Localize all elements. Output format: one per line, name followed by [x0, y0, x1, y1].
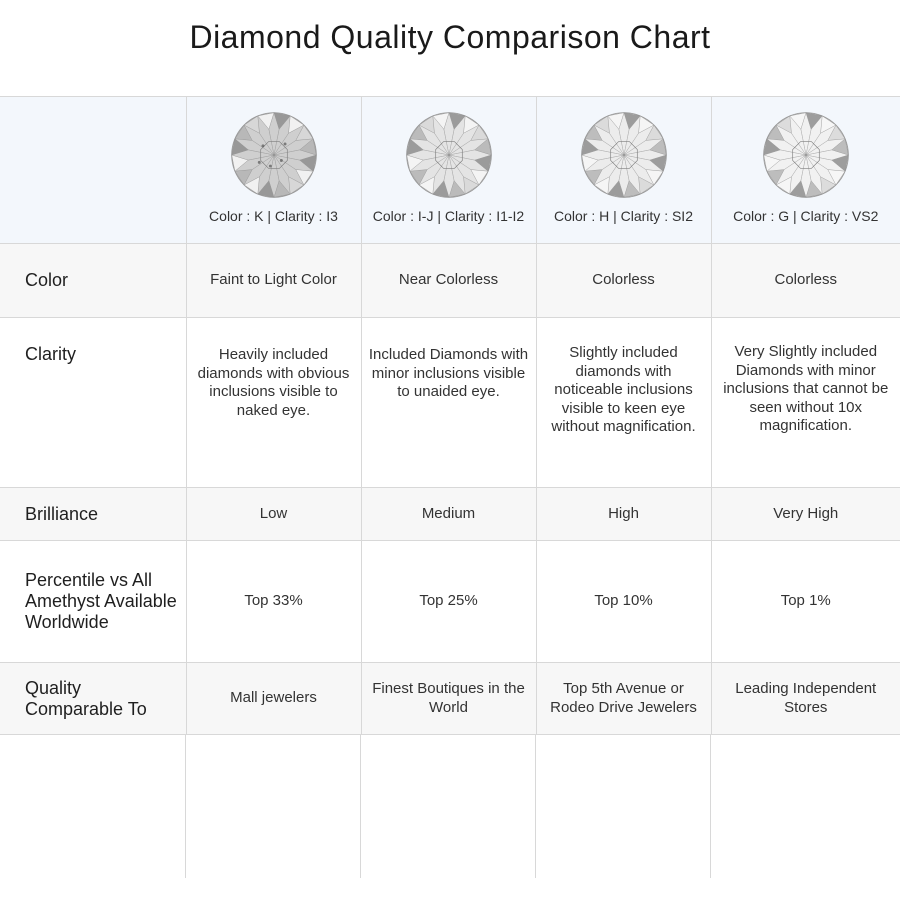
cell-brilliance-2: Medium — [361, 488, 536, 541]
cell-percentile-1: Top 33% — [186, 541, 361, 663]
cell-clarity-4: Very Slightly included Diamonds with minor inclusions that cannot be seen without 10x magnification. — [711, 318, 900, 488]
round-diamond-icon — [760, 109, 852, 201]
cell-brilliance-4: Very High — [711, 488, 900, 541]
row-label-brilliance: Brilliance — [0, 488, 186, 541]
corner-cell — [0, 97, 186, 244]
cell-quality-2: Finest Boutiques in the World — [361, 663, 536, 735]
cell-color-2: Near Colorless — [361, 244, 536, 318]
row-label-color: Color — [0, 244, 186, 318]
row-percentile — [0, 541, 900, 663]
column-caption: Color : G | Clarity : VS2 — [733, 208, 879, 224]
cell-percentile-3: Top 10% — [536, 541, 711, 663]
page-title: Diamond Quality Comparison Chart — [189, 19, 711, 55]
column-divider — [360, 734, 361, 878]
cell-color-3: Colorless — [536, 244, 711, 318]
column-divider — [535, 734, 536, 878]
column-caption: Color : I-J | Clarity : I1-I2 — [372, 208, 525, 224]
column-header-2 — [361, 97, 536, 244]
column-caption: Color : H | Clarity : SI2 — [553, 208, 693, 224]
column-divider — [185, 734, 186, 878]
cell-clarity-1: Heavily included diamonds with obvious inclusions visible to naked eye. — [186, 318, 361, 488]
round-diamond-icon — [228, 109, 320, 201]
cell-quality-4: Leading Independent Stores — [711, 663, 900, 735]
cell-quality-3: Top 5th Avenue or Rodeo Drive Jewelers — [536, 663, 711, 735]
row-label-clarity: Clarity — [0, 318, 186, 488]
row-color — [0, 244, 900, 318]
blank-column-area — [0, 734, 900, 878]
column-divider — [710, 734, 711, 878]
row-clarity — [0, 318, 900, 488]
comparison-table — [0, 96, 900, 735]
column-header-1 — [186, 97, 361, 244]
round-diamond-icon — [578, 109, 670, 201]
cell-quality-1: Mall jewelers — [186, 663, 361, 735]
column-header-4 — [711, 97, 900, 244]
row-quality — [0, 663, 900, 735]
cell-brilliance-3: High — [536, 488, 711, 541]
row-label-percentile: Percentile vs All Amethyst Available Worldwide — [0, 541, 186, 663]
cell-clarity-3: Slightly included diamonds with noticeable inclusions visible to keen eye without magnification. — [536, 318, 711, 488]
column-header-3 — [536, 97, 711, 244]
row-brilliance — [0, 488, 900, 541]
cell-percentile-4: Top 1% — [711, 541, 900, 663]
cell-color-1: Faint to Light Color — [186, 244, 361, 318]
cell-percentile-2: Top 25% — [361, 541, 536, 663]
header-row — [0, 97, 900, 244]
cell-brilliance-1: Low — [186, 488, 361, 541]
cell-color-4: Colorless — [711, 244, 900, 318]
cell-clarity-2: Included Diamonds with minor inclusions visible to unaided eye. — [361, 318, 536, 488]
round-diamond-icon — [403, 109, 495, 201]
column-caption: Color : K | Clarity : I3 — [209, 208, 338, 224]
row-label-quality: Quality Comparable To — [0, 663, 186, 735]
